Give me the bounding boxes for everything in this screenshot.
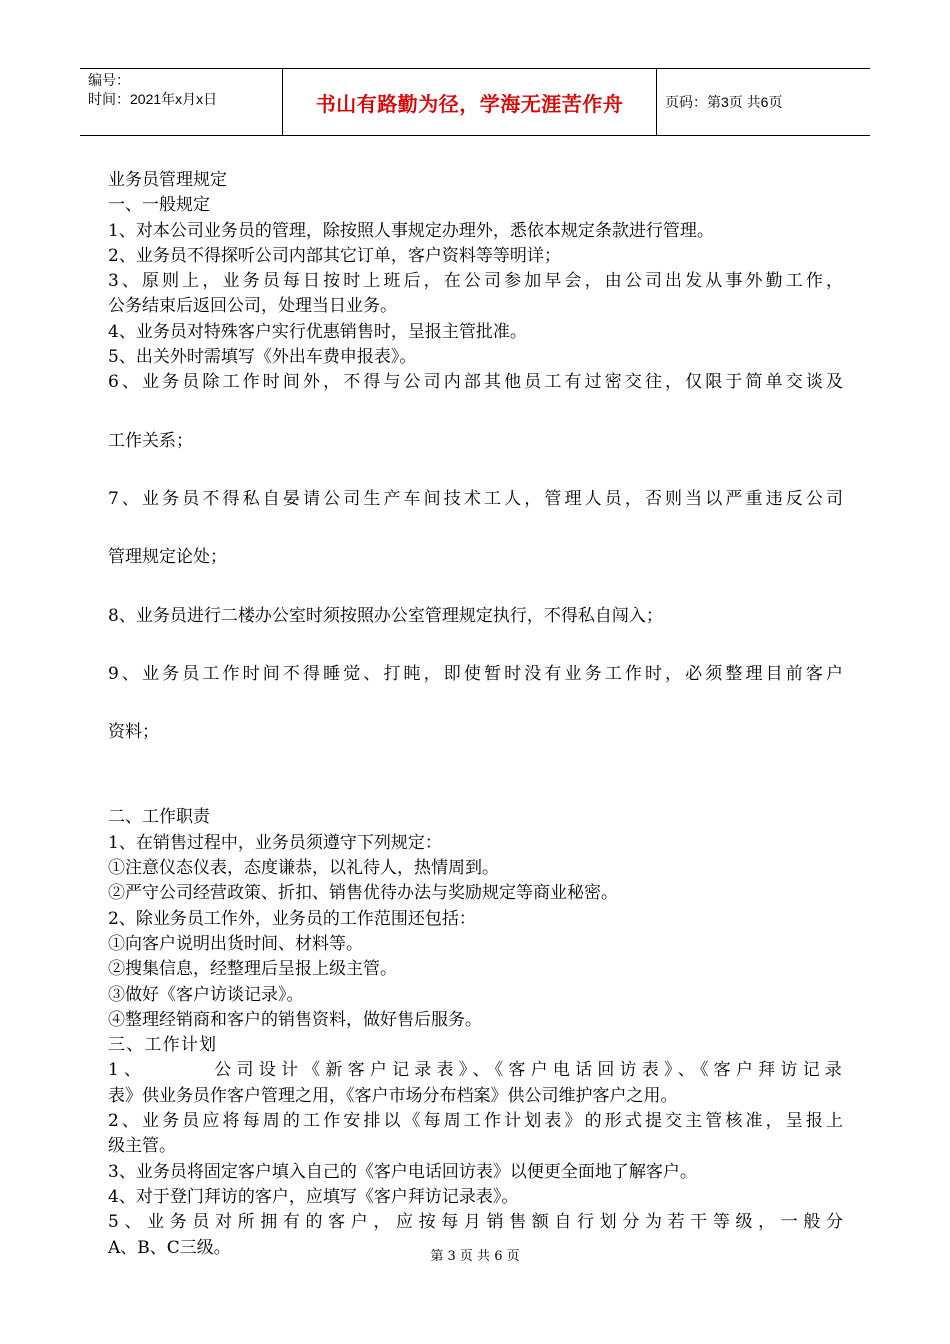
paragraph: A、B、C三级。 xyxy=(108,1237,231,1258)
paragraph: 2、除业务员工作外，业务员的工作范围还包括： xyxy=(108,908,476,929)
paragraph: 1、在销售过程中，业务员须遵守下列规定： xyxy=(108,832,442,853)
header-page-cell xyxy=(657,69,870,135)
paragraph xyxy=(108,1058,843,1083)
list-item: ①向客户说明出货时间、材料等。 xyxy=(108,933,363,954)
paragraph: 5、业务员对所拥有的客户，应按每月销售额自行划分为若干等级，一般分 xyxy=(108,1212,843,1233)
section-heading-1: 一、一般规定 xyxy=(108,195,210,216)
paragraph: 3、原则上，业务员每日按时上班后，在公司参加早会，由公司出发从事外勤工作， xyxy=(108,271,843,292)
paragraph: 工作关系； xyxy=(108,430,193,451)
paragraph: 2、业务员不得探听公司内部其它订单，客户资料等等明详； xyxy=(108,245,561,266)
document-body xyxy=(108,168,843,1261)
section-heading-2: 二、工作职责 xyxy=(108,807,210,828)
document-title: 业务员管理规定 xyxy=(108,170,227,190)
paragraph: 8、业务员进行二楼办公室时须按照办公室管理规定执行，不得私自闯入； xyxy=(108,605,663,626)
item-number: 1、 xyxy=(108,1060,147,1081)
list-item: ②搜集信息，经整理后呈报上级主管。 xyxy=(108,959,397,980)
paragraph: 3、业务员将固定客户填入自己的《客户电话回访表》以便更全面地了解客户。 xyxy=(108,1161,697,1182)
header-left-cell xyxy=(80,69,282,135)
paragraph: 4、业务员对特殊客户实行优惠销售时，呈报主管批准。 xyxy=(108,321,527,342)
paragraph: 2、业务员应将每周的工作安排以《每周工作计划表》的形式提交主管核准，呈报上 xyxy=(108,1111,843,1132)
header-table xyxy=(80,68,870,136)
header-motto-cell xyxy=(282,69,657,135)
paragraph: 表》供业务员作客户管理之用，《客户市场分布档案》供公司维护客户之用。 xyxy=(108,1085,678,1106)
section-heading-3: 三、工作计划 xyxy=(108,1035,218,1056)
list-item: ②严守公司经营政策、折扣、销售优待办法与奖励规定等商业秘密。 xyxy=(108,883,618,904)
page-footer: 第 3 页 共 6 页 xyxy=(430,1249,520,1264)
paragraph: 公务结束后返回公司，处理当日业务。 xyxy=(108,296,397,317)
motto-text: 书山有路勤为径，学海无涯苦作舟 xyxy=(315,91,624,116)
item-text: 公司设计《新客户记录表》、《客户电话回访表》、《客户拜访记录 xyxy=(214,1060,844,1081)
paragraph: 7、业务员不得私自晏请公司生产车间技术工人，管理人员，否则当以严重违反公司 xyxy=(108,488,843,509)
paragraph: 管理规定论处； xyxy=(108,547,227,568)
paragraph: 1、对本公司业务员的管理，除按照人事规定办理外，悉依本规定条款进行管理。 xyxy=(108,220,714,241)
list-item: ③做好《客户访谈记录》。 xyxy=(108,984,304,1005)
paragraph: 4、对于登门拜访的客户，应填写《客户拜访记录表》。 xyxy=(108,1186,519,1207)
paragraph: 资料； xyxy=(108,722,159,743)
number-label: 编号： xyxy=(88,72,130,88)
time-label: 时间：2021年x月x日 xyxy=(88,91,218,107)
paragraph: 9、业务员工作时间不得睡觉、打盹，即使暂时没有业务工作时，必须整理目前客户 xyxy=(108,663,843,684)
paragraph: 6、业务员除工作时间外，不得与公司内部其他员工有过密交往，仅限于简单交谈及 xyxy=(108,372,843,393)
list-item: ④整理经销商和客户的销售资料，做好售后服务。 xyxy=(108,1009,482,1030)
paragraph: 级主管。 xyxy=(108,1136,176,1157)
list-item: ①注意仪态仪表，态度谦恭，以礼待人，热情周到。 xyxy=(108,858,499,879)
page-label: 页码：第3页 共6页 xyxy=(665,94,783,110)
paragraph: 5、出关外时需填写《外出车费申报表》。 xyxy=(108,347,417,368)
